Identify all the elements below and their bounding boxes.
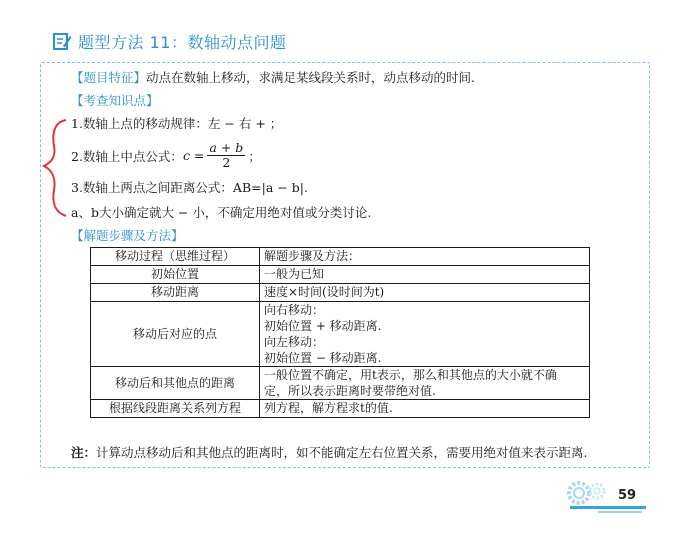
red-brace-annotation	[40, 118, 70, 218]
knowledge-item-4: a、b大小确定就大 − 小，不确定用绝对值或分类讨论.	[71, 205, 372, 220]
knowledge-item-1: 1.数轴上点的移动规律：左 − 右 + ；	[71, 116, 283, 131]
table-row	[91, 248, 590, 266]
page-number: 59	[618, 488, 637, 503]
cell-line: 向左移动：	[264, 335, 325, 349]
knowledge-item-3: 3.数轴上两点之间距离公式：AB=|a − b|.	[71, 180, 308, 195]
table-cell	[260, 302, 590, 367]
table-row	[91, 400, 590, 418]
table-cell: 移动距离	[91, 284, 260, 302]
note-text: 计算动点移动后和其他点的距离时，如不能确定左右位置关系，需要用绝对值来表示距离.	[96, 445, 588, 460]
feature-line	[71, 68, 475, 86]
note-label: 注：	[71, 445, 97, 460]
table-cell	[260, 367, 590, 400]
midpoint-formula-var: c =	[182, 148, 205, 163]
table-row	[91, 284, 590, 302]
knowledge-heading	[71, 91, 159, 109]
section-header	[52, 28, 286, 54]
table-cell: 速度×时间(设时间为t)	[260, 284, 590, 302]
knowledge-item-2	[71, 141, 261, 170]
steps-heading	[71, 226, 184, 244]
page-underline-secondary	[598, 511, 642, 513]
table-row	[91, 302, 590, 367]
table-cell: 初始位置	[91, 266, 260, 284]
steps-table	[90, 247, 590, 418]
table-cell: 列方程，解方程求t的值.	[260, 400, 590, 418]
fraction-numerator: a + b	[209, 140, 244, 155]
cell-line: 定，所以表示距离时要带绝对值.	[264, 384, 436, 398]
cell-line: 一般位置不确定，用t表示，那么和其他点的大小就不确	[264, 368, 557, 382]
midpoint-formula-label: 2.数轴上中点公式：	[71, 148, 183, 164]
table-cell: 移动后和其他点的距离	[91, 367, 260, 400]
table-row	[91, 266, 590, 284]
knowledge-label: 【考查知识点】	[71, 93, 159, 108]
midpoint-formula-suffix: ；	[248, 148, 261, 164]
table-cell: 一般为已知	[260, 266, 590, 284]
section-title: 题型方法 11：数轴动点问题	[78, 32, 287, 52]
cell-line: 初始位置 − 移动距离.	[264, 351, 382, 365]
table-cell: 根据线段距离关系列方程	[91, 400, 260, 418]
table-cell: 解题步骤及方法：	[260, 248, 590, 266]
midpoint-fraction	[207, 141, 245, 170]
cell-line: 向右移动：	[264, 303, 325, 317]
gears-icon	[563, 480, 613, 506]
feature-label: 【题目特征】	[71, 70, 147, 85]
fraction-denominator: 2	[222, 155, 231, 170]
table-cell: 移动过程（思维过程）	[91, 248, 260, 266]
note-line	[71, 443, 588, 461]
pencil-note-icon	[52, 31, 72, 51]
table-row	[91, 367, 590, 400]
table-cell: 移动后对应的点	[91, 302, 260, 367]
feature-text: 动点在数轴上移动，求满足某线段关系时，动点移动的时间.	[146, 70, 475, 85]
steps-label: 【解题步骤及方法】	[71, 228, 184, 243]
cell-line: 初始位置 + 移动距离.	[264, 319, 382, 333]
page-underline	[570, 506, 646, 509]
